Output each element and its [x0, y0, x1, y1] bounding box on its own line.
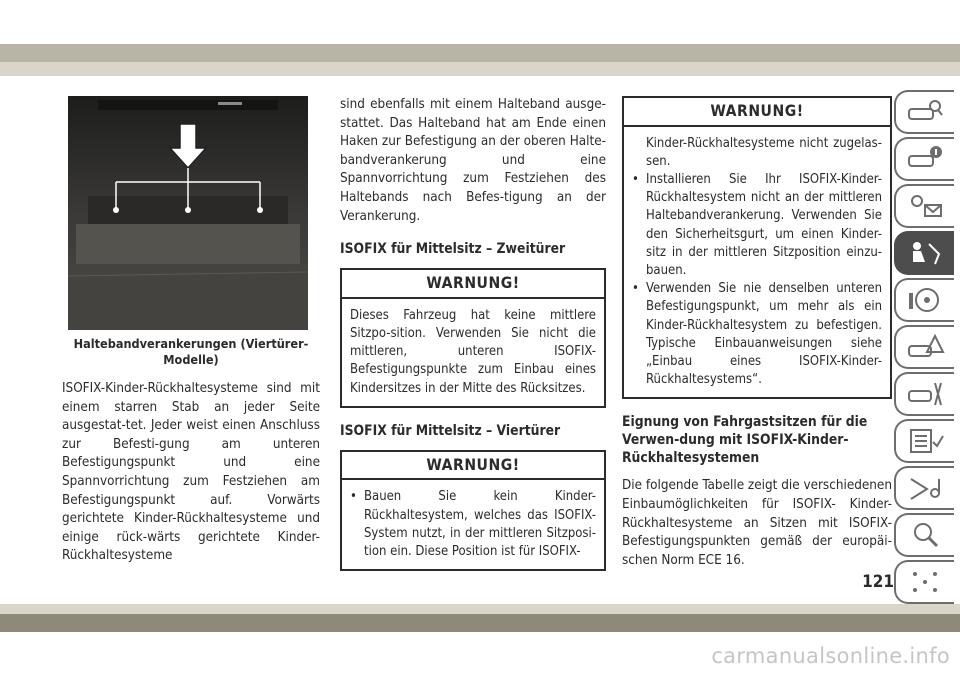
warning-title: WARNUNG!	[624, 98, 890, 127]
column-1	[62, 96, 320, 566]
warning-item-1-text: Bauen Sie kein Kinder-Rückhaltesystem, welches das ISOFIX-System nutzt, in der mittleren Sitzposi-tion ein. Diese Position ist für ISOFIX-	[364, 489, 596, 559]
bullet: •	[632, 281, 639, 297]
warning-list-item	[632, 280, 882, 389]
car-tools-icon[interactable]	[894, 372, 954, 416]
car-info-icon[interactable]	[894, 137, 954, 181]
watermark: carmanualsonline.info	[711, 644, 950, 668]
header-band	[0, 44, 960, 62]
page-number: 121	[862, 572, 894, 592]
warning-box-four-door	[340, 450, 606, 571]
bullet: •	[350, 489, 357, 505]
warning-title: WARNUNG!	[342, 270, 604, 299]
warning-item-3-text: Verwenden Sie nie denselben unteren Befestigungspunkt, um mehr als ein Kinder-Rückhaltesystem zu befestigen. Typische Einbauanweisungen siehe „Einbau eines ISOFIX-Kinder-Rückhaltesystems“.	[646, 281, 882, 388]
warning-box-two-door	[340, 268, 606, 408]
warning-list-item	[632, 171, 882, 280]
warning-item-2-text: Installieren Sie Ihr ISOFIX-Kinder-Rückhaltesystem nicht an der mittleren Haltebandverankerung. Verwenden Sie den Sicherheitsgurt, um einen Kinder-sitz in der mittleren Sitzposition einzu-bauen.	[646, 172, 882, 279]
warning-title: WARNUNG!	[342, 452, 604, 481]
airbag-seat-icon[interactable]	[894, 231, 954, 275]
column-3	[622, 96, 892, 570]
footer-band-light	[0, 604, 960, 614]
col2-paragraph: sind ebenfalls mit einem Halteband ausge-stattet. Das Halteband hat am Ende einen Haken zur Befestigung an der oberen Halte-bandverankerung und eine Spannvorrichtung zum Festziehen des Haltebands nach Befes-tigung an der Verankerung.	[340, 97, 606, 224]
magnifier-icon[interactable]	[894, 513, 954, 557]
tether-anchor-photo	[68, 96, 308, 330]
steering-wheel-icon[interactable]	[894, 278, 954, 322]
warning-body	[624, 127, 890, 398]
col3-paragraph: Die folgende Tabelle zeigt die verschiedenen Einbaumöglichkeiten für ISOFIX- Kinder-Rückhaltesysteme an Sitzen mit ISOFIX-Befestigungspunkten gemäß der europäi-schen Norm ECE 16.	[622, 478, 892, 568]
col1-paragraph: ISOFIX-Kinder-Rückhaltesysteme sind mit einem starren Stab an jeder Seite ausgestat-tet. Jeder weist einen Anschluss zur Befesti-gung am unteren Befestigungspunkt und eine Spannvorrichtung zum Festziehen am Befestigungspunkt auf. Vorwärts gerichtete Kinder-Rückhaltesysteme und einige rück-wärts gerichtete Kinder-Rückhaltesysteme	[62, 381, 320, 564]
warning-lights-icon[interactable]	[894, 184, 954, 228]
index-abc-icon[interactable]	[894, 560, 954, 604]
car-warning-icon[interactable]	[894, 325, 954, 369]
chapter-tabs	[894, 90, 960, 607]
warning-box-continued	[622, 96, 892, 399]
heading-suitability: Eignung von Fahrgastsitzen für die Verwen-dung mit ISOFIX-Kinder-Rückhaltesystemen	[622, 414, 868, 467]
music-nav-icon[interactable]	[894, 466, 954, 510]
warning-list-item	[350, 488, 596, 561]
footer-band	[0, 614, 960, 632]
bullet: •	[632, 172, 639, 187]
warning-two-door-text: Dieses Fahrzeug hat keine mittlere Sitzpo-sition. Verwenden Sie nicht die mittleren, unteren ISOFIX-Befestigungspunkte zum Einbau eines Kindersitzes in der Mitte des Rücksitzes.	[350, 307, 596, 396]
warning-body	[342, 480, 604, 569]
car-search-icon[interactable]	[894, 90, 954, 134]
warning-body	[342, 299, 604, 406]
heading-four-door: ISOFIX für Mittelsitz – Viertürer	[340, 422, 561, 439]
column-2	[340, 96, 606, 585]
warning-continued-text: Kinder-Rückhaltesysteme nicht zugelas-sen.	[646, 135, 882, 169]
heading-two-door: ISOFIX für Mittelsitz – Zweitürer	[340, 241, 566, 258]
cargo-area-image	[68, 96, 308, 330]
photo-caption: Haltebandverankerungen (Viertürer-Modelle)	[73, 336, 309, 367]
header-band-light	[0, 62, 960, 76]
checklist-icon[interactable]	[894, 419, 954, 463]
